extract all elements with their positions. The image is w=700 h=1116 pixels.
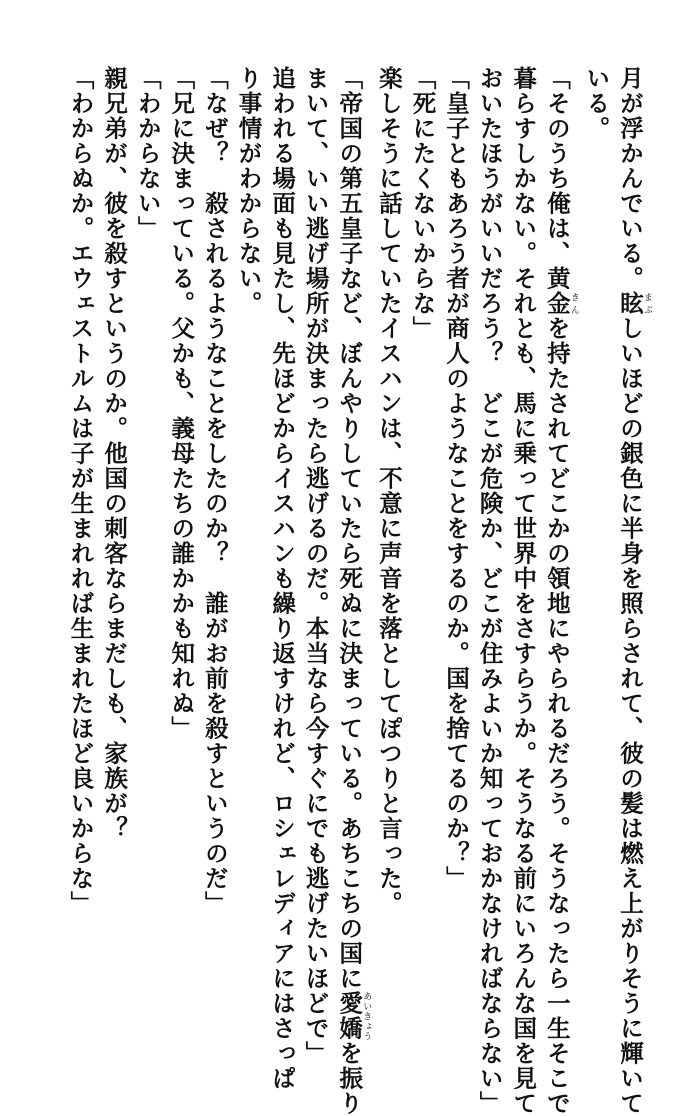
ruby-reading: まぶ — [642, 291, 652, 316]
vertical-text-body — [63, 66, 652, 1116]
ruby-reading: きん — [568, 291, 579, 316]
text-column: まいて、いい逃げ場所が決まったら逃げるのだ。本当なら今すぐにでも逃げたいほどで」 — [301, 66, 330, 1066]
text-column: 「そのうち俺は、黄金きんを持たされてどこかの領地にやられるだろう。そうなったら一生そこで — [542, 66, 579, 1116]
text-column: 「兄に決まっている。父かも、義母たちの誰かかも知れぬ」 — [167, 66, 196, 741]
text-column: 「皇子ともあろう者が商人のようなことをするのか。国を捨てるのか？」 — [442, 66, 471, 891]
text-column: 「帝国の第五皇子など、ぼんやりしていたら死ぬに決まっている。あちこちの国に愛嬌あいきょうを振り — [335, 66, 372, 1116]
ruby-word: 眩まぶ — [616, 291, 652, 316]
text-column: 暮らすしかない。それとも、馬に乗って世界中をさすらうか。そうなる前にいろんな国を見て — [509, 66, 538, 1116]
text-column: 月が浮かんでいる。眩まぶしいほどの銀色に半身を照らされて、彼の髪は燃え上がりそうに輝いて — [616, 66, 652, 1116]
text-column: 親兄弟が、彼を殺すというのか。他国の刺客ならまだしも、家族が？ — [100, 66, 129, 841]
text-column: り事情がわからない。 — [234, 66, 263, 316]
text-column: 「なぜ？ 殺されるようなことをしたのか？ 誰がお前を殺すというのだ」 — [200, 66, 229, 916]
text-column: 楽しそうに話していたイスハンは、不意に声音を落としてぽつりと言った。 — [374, 66, 403, 916]
text-column: 追われる場面も見たし、先ほどからイスハンも繰り返すけれど、ロシェレディアにはさっぱ — [268, 66, 297, 1091]
text-column: いる。 — [582, 66, 611, 141]
text-column: 「死にたくないからな」 — [408, 66, 437, 341]
ruby-word: 金きん — [542, 291, 579, 316]
text-column: おいたほうがいいだろう？ どこが危険か、どこが住みよいか知っておかなければならない」 — [475, 66, 504, 1116]
text-column: 「わからない」 — [133, 66, 162, 241]
ruby-reading: あいきょう — [361, 991, 372, 1041]
ruby-word: 愛嬌あいきょう — [335, 991, 372, 1041]
text-column: 「わからぬか。エウェストルムは子が生まれれば生まれたほど良いからな」 — [66, 66, 95, 916]
